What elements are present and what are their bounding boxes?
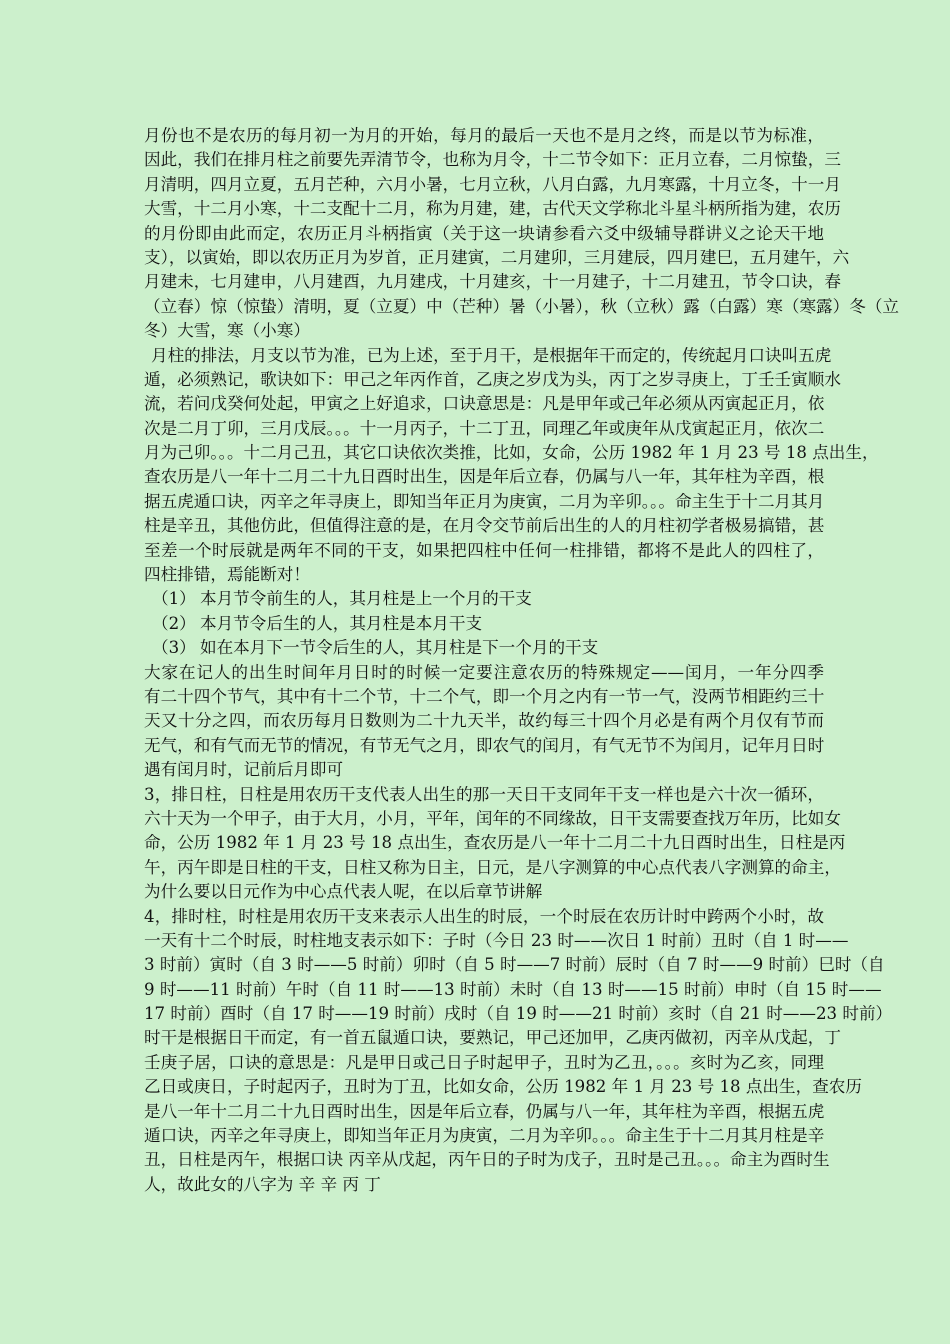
list-text: 本月节令前生的人，其月柱是上一个月的干支	[200, 589, 532, 609]
text-line: 因此，我们在排月柱之前要先弄清节令，也称为月令，十二节令如下：正月立春，二月惊蛰，三	[144, 150, 841, 170]
text-line: 壬庚子居，口诀的意思是：凡是甲日或己日子时起甲子，丑时为乙丑，。。。亥时为乙亥，同理	[144, 1052, 824, 1072]
text-line: 大家在记人的出生时间年月日时的时候一定要注意农历的特殊规定——闰月，一年分四季	[144, 662, 824, 682]
text-line: 时干是根据日干而定，有一首五鼠遁口诀，要熟记，甲己还加甲，乙庚丙做初，丙辛从戊起，丁	[144, 1028, 841, 1048]
list-item	[144, 636, 824, 660]
list-text: 如在本月下一节令后生的人，其月柱是下一个月的干支	[200, 638, 599, 658]
text-line: 流，若问戊癸何处起，甲寅之上好追求，口诀意思是：凡是甲年或己年必须从丙寅起正月，依	[144, 394, 825, 414]
text-line: （立春）惊（惊蛰）清明，夏（立夏）中（芒种）暑（小暑），秋（立秋）露（白露）寒（寒露）冬（立	[144, 296, 900, 316]
text-line: 一天有十二个时辰，时柱地支表示如下：子时（今日 23 时——次日 1 时前）丑时（自 1 时——	[144, 930, 849, 950]
text-line: 乙日或庚日，子时起丙子，丑时为丁丑，比如女命，公历 1982 年 1 月 23 号 18 点出生，查农历	[144, 1077, 862, 1097]
text-line: 3 时前）寅时（自 3 时——5 时前）卯时（自 5 时——7 时前）辰时（自 7 时——9 时前）巳时（自	[144, 955, 885, 975]
text-line: 丑，日柱是丙午，根据口诀 丙辛从戊起，丙午日的子时为戊子，丑时是己丑。。。命主为酉时生	[144, 1150, 830, 1170]
text-line: 命，公历 1982 年 1 月 23 号 18 点出生，查农历是八一年十二月二十九日酉时出生，日柱是丙	[144, 833, 846, 853]
paragraph-hour-pillar	[144, 905, 893, 1198]
list-item	[144, 587, 824, 611]
text-line: 4，排时柱，时柱是用农历干支来表示人出生的时辰，一个时辰在农历计时中跨两个小时，故	[144, 906, 824, 926]
text-line: 据五虎遁口诀，丙辛之年寻庚上，即知当年正月为庚寅，二月为辛卯。。。命主生于十二月其月	[144, 491, 825, 511]
text-line: 月建未，七月建申，八月建酉，九月建戌，十月建亥，十一月建子，十二月建丑，节令口诀，春	[144, 272, 841, 292]
list-item	[144, 612, 824, 636]
paragraph-month-pillar	[144, 344, 879, 588]
text-line: 遁，必须熟记，歌诀如下：甲己之年丙作首，乙庚之岁戊为头，丙丁之岁寻庚上，丁壬壬寅顺水	[144, 369, 841, 389]
text-line: 大雪，十二月小寒，十二支配十二月，称为月建，建，古代天文学称北斗星斗柄所指为建，农历	[144, 199, 841, 219]
text-line: 查农历是八一年十二月二十九日酉时出生，因是年后立春，仍属与八一年，其年柱为辛酉，根	[144, 467, 825, 487]
text-line: 支），以寅始，即以农历正月为岁首，正月建寅，二月建卯，三月建辰，四月建巳，五月建午，六	[144, 247, 850, 267]
document-page	[144, 124, 900, 1197]
text-line: 3，排日柱，日柱是用农历干支代表人出生的那一天日干支同年干支一样也是六十次一循环，	[144, 784, 824, 804]
list-number: （3）	[152, 638, 196, 658]
text-line: 为什么要以日元作为中心点代表人呢，在以后章节讲解	[144, 882, 543, 902]
text-line: 六十天为一个甲子，由于大月，小月，平年，闰年的不同缘故，日干支需要查找万年历，比如女	[144, 808, 841, 828]
text-line: 至差一个时辰就是两年不同的干支，如果把四柱中任何一柱排错，都将不是此人的四柱了，	[144, 540, 824, 560]
text-line: 无气，和有气而无节的情况，有节无气之月，即农气的闰月，有气无节不为闰月，记年月日时	[144, 735, 825, 755]
list-text: 本月节令后生的人，其月柱是本月干支	[200, 613, 483, 633]
text-line: 月柱的排法，月支以节为准，已为上述，至于月干，是根据年干而定的，传统起月口诀叫五虎	[151, 345, 832, 365]
list-number: （1）	[152, 589, 196, 609]
text-line: 四柱排错，焉能断对！	[144, 565, 310, 585]
text-line: 月为己卯。。。十二月己丑，其它口诀依次类推，比如，女命，公历 1982 年 1 月 23 号 18 点出生，	[144, 443, 879, 463]
text-line: 柱是辛丑，其他仿此，但值得注意的是，在月令交节前后出生的人的月柱初学者极易搞错，甚	[144, 516, 825, 536]
paragraph-day-pillar	[144, 783, 846, 905]
text-line: 人，故此女的八字为 辛 辛 丙 丁	[144, 1174, 381, 1194]
text-line: 遁口诀，丙辛之年寻庚上，即知当年正月为庚寅，二月为辛卯。。。命主生于十二月其月柱是辛	[144, 1126, 825, 1146]
paragraph-leap-month	[144, 661, 824, 783]
text-line: 月清明，四月立夏，五月芒种，六月小暑，七月立秋，八月白露，九月寒露，十月立冬，十一月	[144, 174, 841, 194]
text-line: 的月份即由此而定，农历正月斗柄指寅（关于这一块请参看六爻中级辅导群讲义之论天干地	[144, 223, 824, 243]
text-line: 17 时前）酉时（自 17 时——19 时前）戌时（自 19 时——21 时前）亥时（自 21 时——23 时前）	[144, 1004, 893, 1024]
text-line: 是八一年十二月二十九日酉时出生，因是年后立春，仍属与八一年，其年柱为辛酉，根据五虎	[144, 1101, 825, 1121]
text-line: 天又十分之四，而农历每月日数则为二十九天半，故约每三十四个月必是有两个月仅有节而	[144, 711, 824, 731]
text-line: 有二十四个节气，其中有十二个节，十二个气，即一个月之内有一节一气，没两节相距约三十	[144, 686, 825, 706]
paragraph-months	[144, 124, 900, 344]
text-line: 月份也不是农历的每月初一为月的开始，每月的最后一天也不是月之终，而是以节为标准，	[144, 126, 824, 145]
text-line: 冬）大雪，寒（小寒）	[144, 321, 310, 341]
text-line: 午，丙午即是日柱的干支，日柱又称为日主，日元，是八字测算的中心点代表八字测算的命主，	[144, 857, 841, 877]
text-line: 遇有闰月时，记前后月即可	[144, 760, 344, 780]
list-number: （2）	[152, 613, 196, 633]
rule-list	[144, 587, 824, 660]
text-line: 9 时——11 时前）午时（自 11 时——13 时前）未时（自 13 时——15 时前）申时（自 15 时——	[144, 979, 882, 999]
text-line: 次是二月丁卯，三月戊辰。。。十一月丙子，十二丁丑，同理乙年或庚年从戊寅起正月，依次二	[144, 418, 825, 438]
